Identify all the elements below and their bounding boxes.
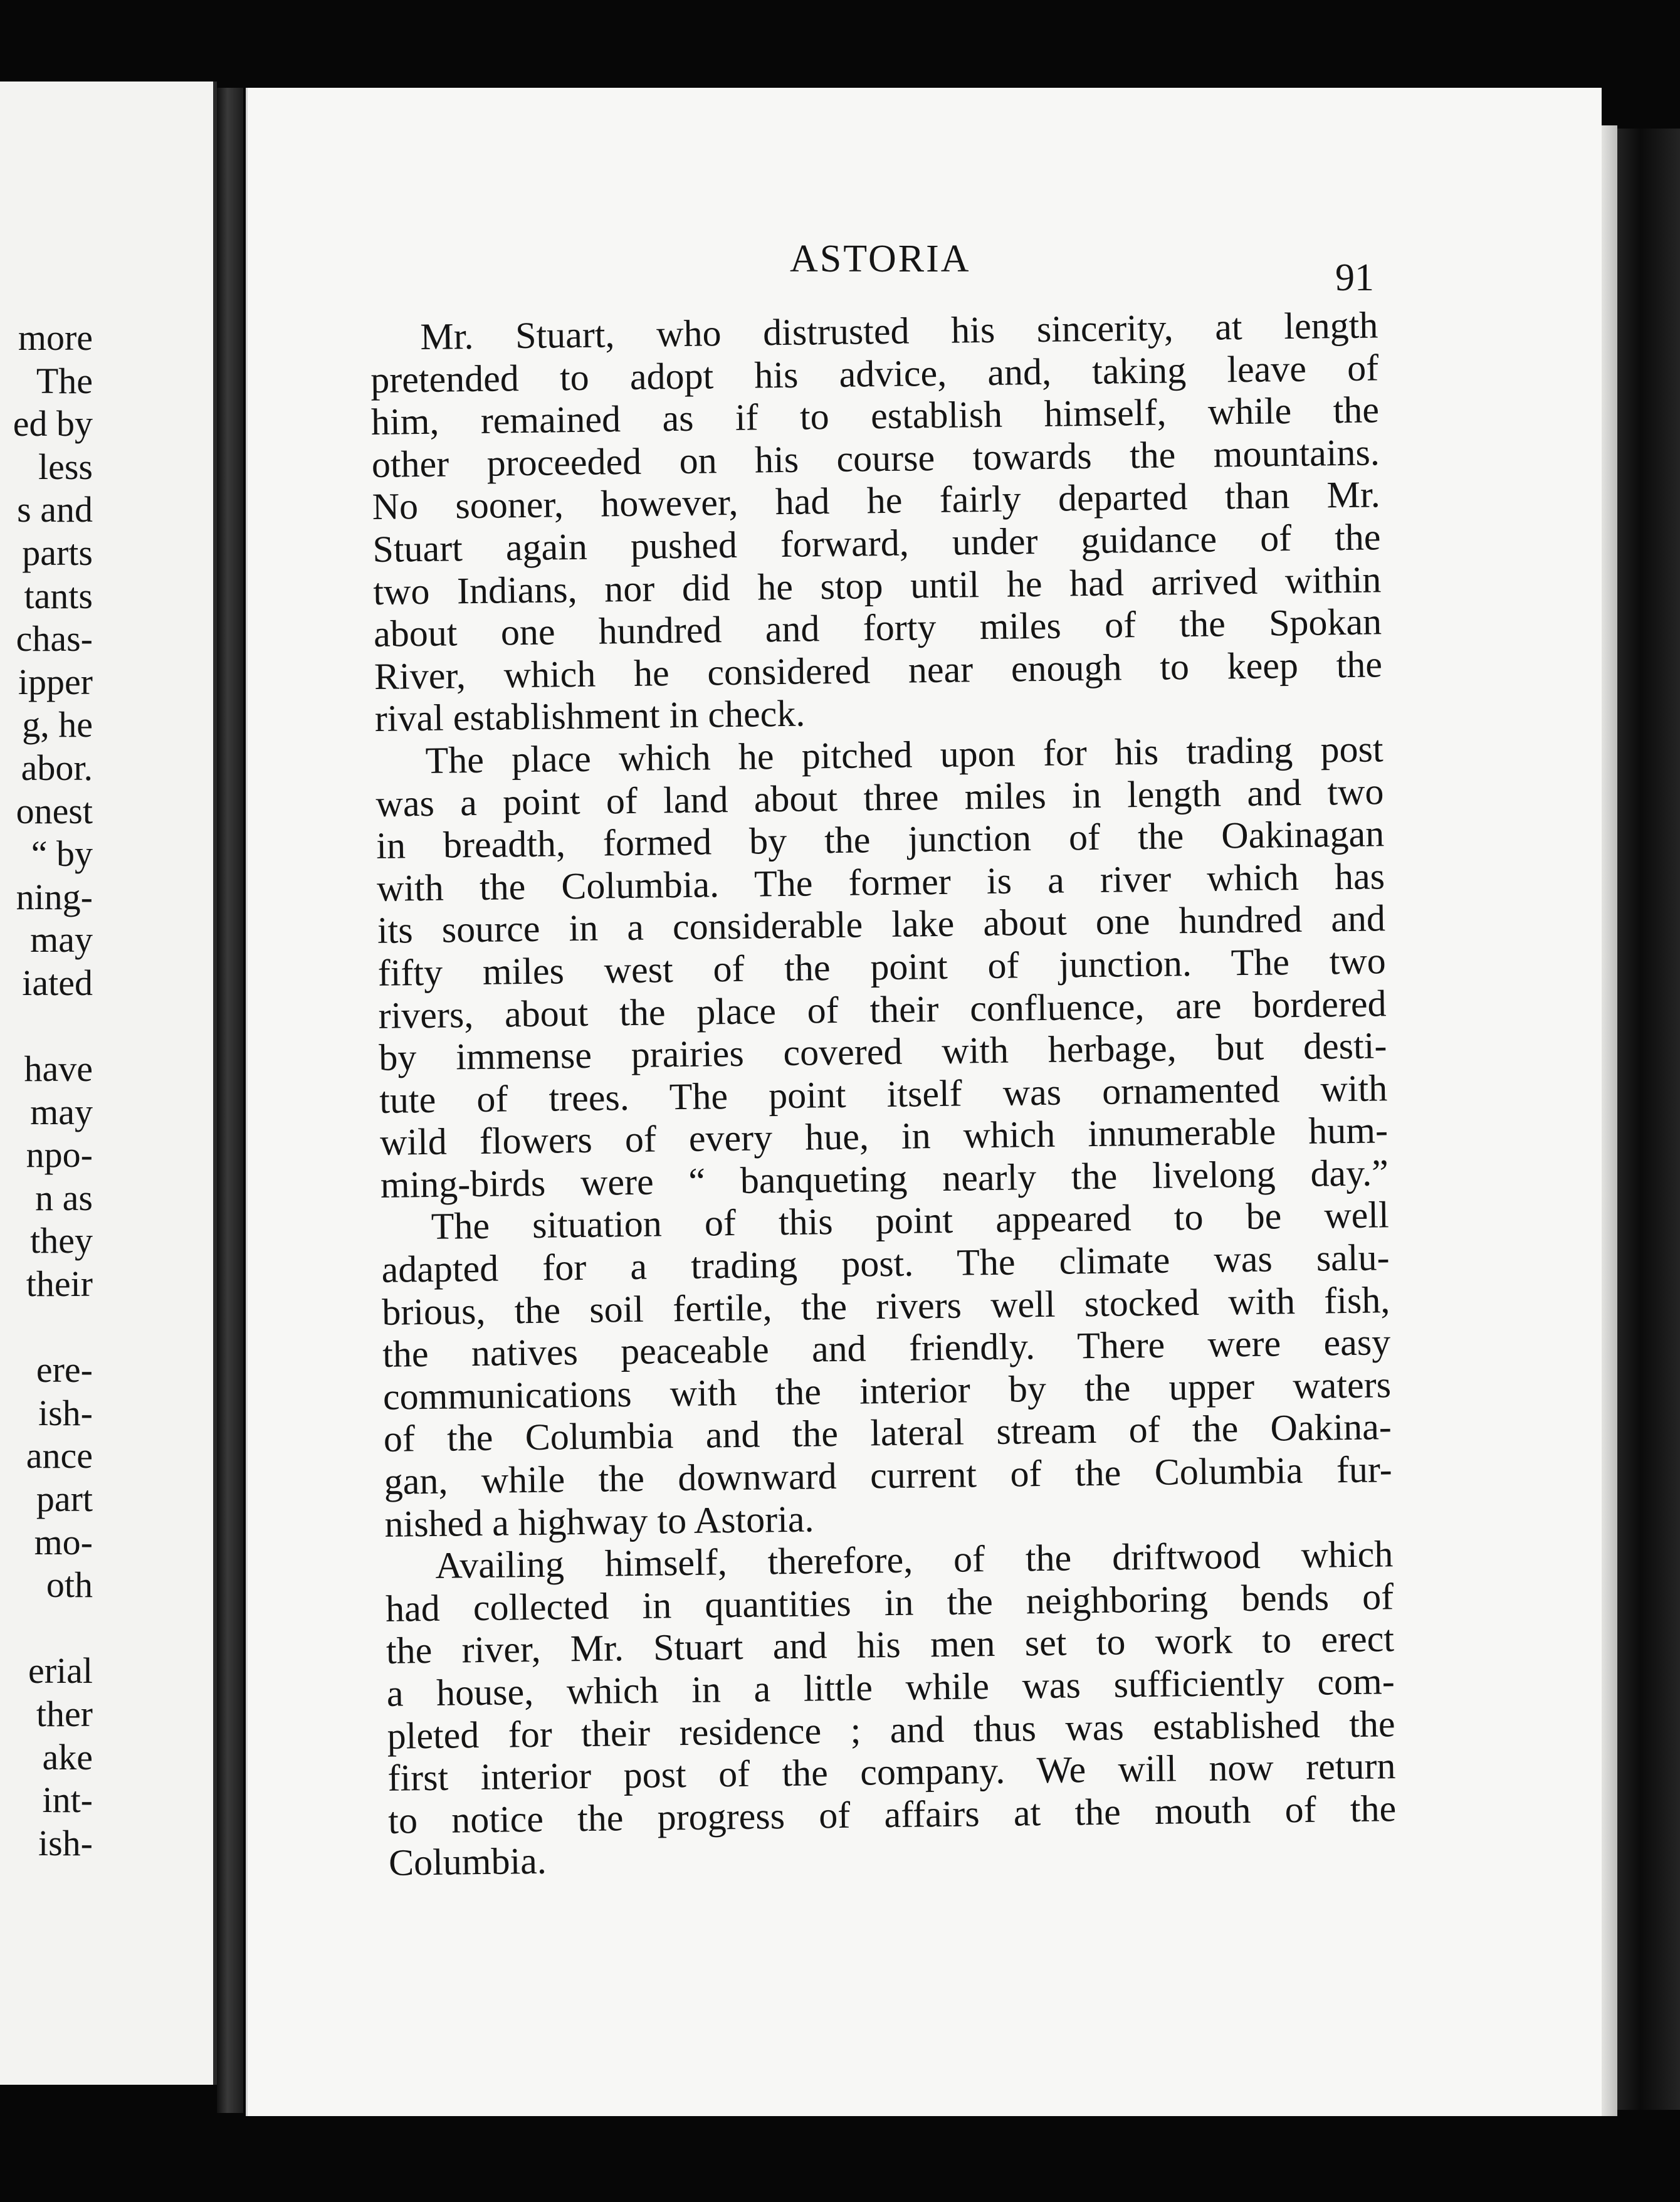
text-line: nished a highway to Astoria. — [384, 1498, 814, 1545]
left-fragment-line — [0, 1607, 93, 1650]
left-fragment-line: ish- — [38, 1392, 93, 1433]
left-fragment-line: less — [38, 446, 93, 487]
left-fragment-line: ish- — [38, 1822, 93, 1863]
left-fragment-line: npo- — [26, 1134, 93, 1176]
text-line: the river, Mr. Stuart and his men set to work to erect — [386, 1618, 1395, 1672]
left-fragment-line: ere- — [36, 1349, 93, 1391]
text-line: No sooner, however, had he fairly departed than Mr. — [372, 473, 1380, 528]
text-line: ming-birds were “ banqueting nearly the livelong day.” — [380, 1152, 1389, 1206]
text-line: River, which he considered near enough to keep the — [374, 643, 1383, 697]
left-fragment-line: The — [36, 360, 93, 401]
text-line: other proceeded on his course towards the mountains. — [371, 431, 1380, 485]
left-page — [0, 82, 217, 2085]
left-page-text-fragments — [0, 317, 93, 1865]
text-line: him, remained as if to establish himself, while the — [370, 389, 1380, 443]
left-fragment-line: have — [24, 1048, 93, 1090]
text-line: pleted for their residence ; and thus was established the — [387, 1702, 1395, 1757]
left-fragment-line: chas- — [16, 618, 93, 660]
left-fragment-line: they — [30, 1220, 93, 1262]
text-line: fifty miles west of the point of junction. The two — [377, 940, 1387, 994]
page-number: 91 — [1335, 256, 1374, 299]
text-line: pretended to adopt his advice, and, taking leave of — [370, 346, 1379, 401]
text-line: The place which he pitched upon for his trading post — [425, 728, 1383, 781]
text-line: wild flowers of every hue, in which innumerable hum- — [379, 1109, 1389, 1164]
text-line: two Indians, nor did he stop until he had arrived within — [372, 558, 1382, 613]
left-fragment-line: ning- — [16, 876, 93, 917]
left-fragment-line: mo- — [34, 1521, 93, 1562]
left-fragment-line: g, he — [22, 704, 93, 745]
text-line: rival establishment in check. — [374, 692, 806, 740]
running-head: ASTORIA — [790, 238, 971, 280]
text-line: Availing himself, therefore, of the driftwood which — [434, 1533, 1394, 1587]
left-fragment-line: iated — [22, 962, 93, 1003]
text-line: Stuart again pushed forward, under guidance of the — [372, 516, 1381, 570]
left-fragment-line — [0, 1306, 93, 1349]
text-line: to notice the progress of affairs at the mouth of the — [387, 1787, 1397, 1841]
text-line: about one hundred and forty miles of the Spokan — [373, 601, 1382, 655]
left-fragment-line: erial — [28, 1650, 93, 1692]
text-line: of the Columbia and the lateral stream of the Oakina- — [383, 1406, 1392, 1460]
left-fragment-line: ipper — [18, 661, 93, 702]
text-line: was a point of land about three miles in length and two — [375, 770, 1384, 824]
left-fragment-line: ther — [36, 1694, 93, 1734]
book-gutter — [217, 88, 243, 2113]
left-fragment-line: part — [36, 1478, 93, 1520]
left-fragment-line: s and — [17, 489, 93, 530]
text-line: Columbia. — [388, 1840, 547, 1884]
text-line: in breadth, formed by the junction of the Oakinagan — [375, 813, 1385, 867]
left-fragment-line: ed by — [13, 403, 93, 445]
text-line: communications with the interior by the upper waters — [382, 1364, 1392, 1418]
text-line: rivers, about the place of their confluence, are bordered — [378, 982, 1387, 1036]
left-fragment-line: ance — [26, 1435, 93, 1477]
text-line: with the Columbia. The former is a river which has — [376, 855, 1385, 909]
text-line: had collected in quantities in the neighboring bends of — [385, 1576, 1394, 1630]
text-line: a house, which in a little while was sufficiently com- — [386, 1660, 1395, 1714]
left-fragment-line — [0, 1005, 93, 1048]
left-fragment-line: oth — [46, 1564, 93, 1606]
body-text — [370, 304, 1397, 1884]
text-line: Mr. Stuart, who distrusted his sincerity, at length — [419, 304, 1378, 358]
text-line: the natives peaceable and friendly. There were easy — [382, 1321, 1391, 1376]
left-fragment-line: abor. — [21, 747, 93, 788]
left-fragment-line: “ by — [31, 833, 93, 875]
left-fragment-line: int- — [42, 1779, 93, 1821]
text-line: first interior post of the company. We will now return — [387, 1745, 1396, 1799]
left-fragment-line: their — [26, 1263, 93, 1305]
left-fragment-line: parts — [22, 532, 93, 573]
left-fragment-line: onest — [16, 790, 93, 831]
text-line: tute of trees. The point itself was ornamented with — [379, 1067, 1388, 1121]
text-line: brious, the soil fertile, the rivers well stocked with fish, — [381, 1278, 1390, 1333]
text-line: gan, while the downward current of the Columbia fur- — [384, 1448, 1392, 1502]
text-line: by immense prairies covered with herbage, but desti- — [379, 1025, 1387, 1079]
left-fragment-line: may — [30, 919, 93, 961]
left-fragment-line: may — [30, 1091, 93, 1132]
left-fragment-line: more — [18, 317, 93, 358]
text-line: its source in a considerable lake about one hundred and — [377, 897, 1386, 952]
text-line: adapted for a trading post. The climate was salu- — [381, 1236, 1390, 1290]
left-fragment-line: n as — [35, 1177, 93, 1218]
text-line: The situation of this point appeared to be well — [431, 1194, 1390, 1248]
left-fragment-line: ake — [42, 1736, 93, 1778]
left-fragment-line: tants — [24, 575, 93, 616]
